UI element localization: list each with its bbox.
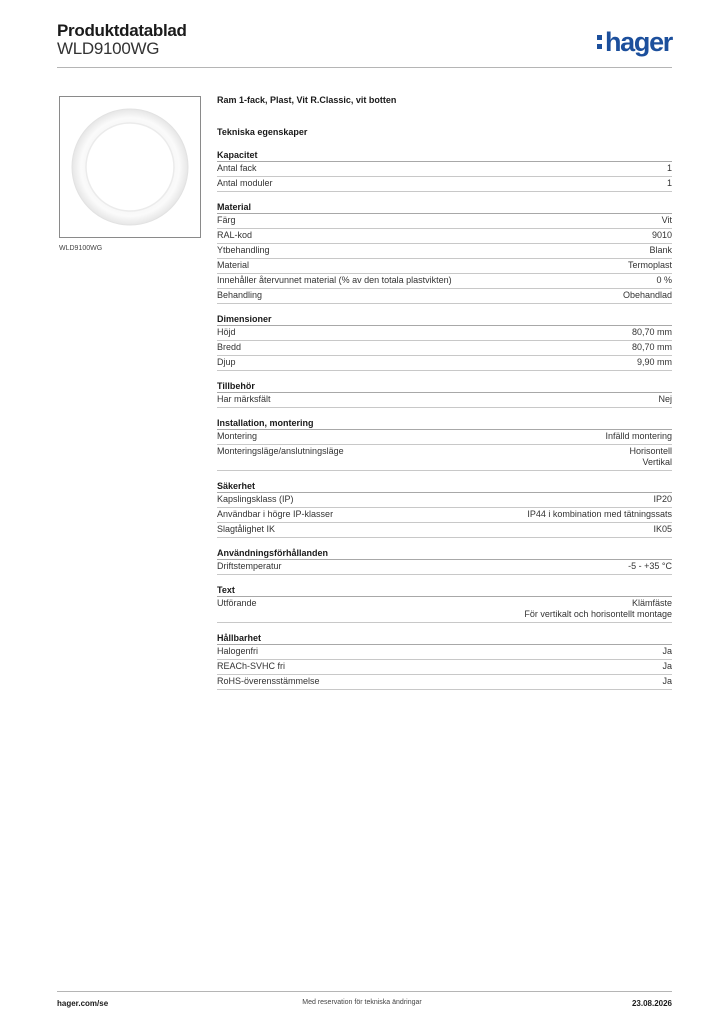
spec-value [628,260,672,271]
spec-row [217,597,672,623]
spec-value [524,598,672,620]
spec-value [653,524,672,535]
spec-value [656,275,672,286]
product-code-heading: WLD9100WG [57,39,160,58]
spec-value [658,394,672,405]
spec-label: Innehåller återvunnet material (% av den totala plastvikten) [217,275,452,285]
spec-row [217,660,672,675]
hager-logo[interactable] [597,29,672,55]
spec-value [653,494,672,505]
spec-row [217,508,672,523]
spec-row [217,244,672,259]
spec-section [217,200,672,304]
document-title: Produktdatablad [57,21,187,40]
spec-label: RAL-kod [217,230,253,240]
product-description: Ram 1-fack, Plast, Vit R.Classic, vit botten [217,95,397,105]
spec-value-line: 9,90 mm [636,357,672,367]
spec-value-line: Vertikal [642,457,672,467]
spec-value [652,230,672,241]
spec-row [217,675,672,690]
spec-value [629,446,672,468]
spec-label: Halogenfri [217,646,259,656]
spec-row [217,560,672,575]
spec-label: Färg [217,215,236,225]
section-heading: Hållbarhet [217,631,672,645]
spec-row [217,645,672,660]
section-heading: Text [217,583,672,597]
spec-value-line: Infälld montering [605,431,672,441]
spec-label: RoHS-överensstämmelse [217,676,320,686]
spec-label: Bredd [217,342,242,352]
spec-row [217,493,672,508]
spec-row [217,162,672,177]
logo-text: hager [604,27,672,57]
footer-divider [57,991,672,992]
spec-section [217,583,672,623]
spec-value-line: Obehandlad [622,290,672,300]
product-image [59,96,201,238]
spec-label: Montering [217,431,258,441]
spec-value-line: För vertikalt och horisontellt montage [524,609,672,619]
spec-row [217,259,672,274]
spec-label: Driftstemperatur [217,561,282,571]
spec-row [217,341,672,356]
footer-disclaimer: Med reservation för tekniska ändringar [302,999,422,1006]
spec-value-line: IP20 [653,494,672,504]
spec-label: Material [217,260,250,270]
spec-value-line: Nej [658,394,672,404]
spec-value-line: IP44 i kombination med tätningssats [527,509,672,519]
tech-heading: Tekniska egenskaper [217,127,308,137]
spec-value [605,431,672,442]
spec-value [662,676,672,687]
spec-section [217,312,672,371]
spec-row [217,229,672,244]
section-heading: Kapacitet [217,148,672,162]
spec-content [217,95,672,698]
spec-value [649,245,672,256]
section-heading: Installation, montering [217,416,672,430]
spec-label: Slagtålighet IK [217,524,276,534]
spec-label: Djup [217,357,236,367]
spec-row [217,356,672,371]
spec-value-line: Vit [661,215,672,225]
spec-row [217,214,672,229]
spec-row [217,326,672,341]
spec-row [217,430,672,445]
spec-label: Behandling [217,290,263,300]
spec-value [667,178,672,189]
spec-value-line: Ja [662,646,672,656]
spec-value [623,290,672,301]
spec-section [217,416,672,471]
spec-value-line: IK05 [653,524,672,534]
spec-value-line: 80,70 mm [631,342,672,352]
logo-dots-icon [597,35,602,49]
section-heading: Tillbehör [217,379,672,393]
spec-section [217,479,672,538]
spec-value-line: Horisontell [629,446,672,456]
spec-label: Höjd [217,327,236,337]
spec-row [217,393,672,408]
section-heading: Material [217,200,672,214]
spec-label: Användbar i högre IP-klasser [217,509,334,519]
spec-row [217,177,672,192]
spec-value-line: -5 - +35 °C [628,561,672,571]
header-divider [57,67,672,68]
spec-label: Kapslingsklass (IP) [217,494,294,504]
spec-value [632,327,672,338]
spec-value [628,561,672,572]
spec-row [217,445,672,471]
spec-label: Monteringsläge/anslutningsläge [217,446,344,456]
section-heading: Dimensioner [217,312,672,326]
spec-value-line: 1 [666,163,672,173]
spec-row [217,289,672,304]
section-heading: Användningsförhållanden [217,546,672,560]
spec-label: Antal fack [217,163,257,173]
spec-value [632,342,672,353]
spec-value-line: 9010 [651,230,672,240]
spec-value-line: 80,70 mm [631,327,672,337]
round-frame-icon [60,97,200,237]
spec-value-line: 0 % [656,275,672,285]
spec-value [662,646,672,657]
footer-website-link[interactable]: hager.com/se [57,999,109,1008]
spec-value-line: Ja [662,661,672,671]
spec-section [217,148,672,192]
product-image-caption: WLD9100WG [59,245,103,252]
spec-label: Ytbehandling [217,245,270,255]
spec-value [662,215,672,226]
spec-value [667,163,672,174]
spec-value [637,357,672,368]
spec-value-line: Klämfäste [631,598,672,608]
footer-date: 23.08.2026 [631,999,672,1008]
spec-value [662,661,672,672]
spec-section [217,631,672,690]
spec-section [217,546,672,575]
spec-value-line: Ja [662,676,672,686]
section-heading: Säkerhet [217,479,672,493]
spec-value-line: Termoplast [627,260,672,270]
spec-value [527,509,672,520]
spec-sections [217,148,672,690]
spec-value-line: 1 [666,178,672,188]
spec-label: Utförande [217,598,257,608]
spec-label: Antal moduler [217,178,273,188]
spec-section [217,379,672,408]
spec-row [217,274,672,289]
spec-value-line: Blank [649,245,672,255]
spec-label: REACh-SVHC fri [217,661,286,671]
spec-label: Har märksfält [217,394,271,404]
spec-row [217,523,672,538]
